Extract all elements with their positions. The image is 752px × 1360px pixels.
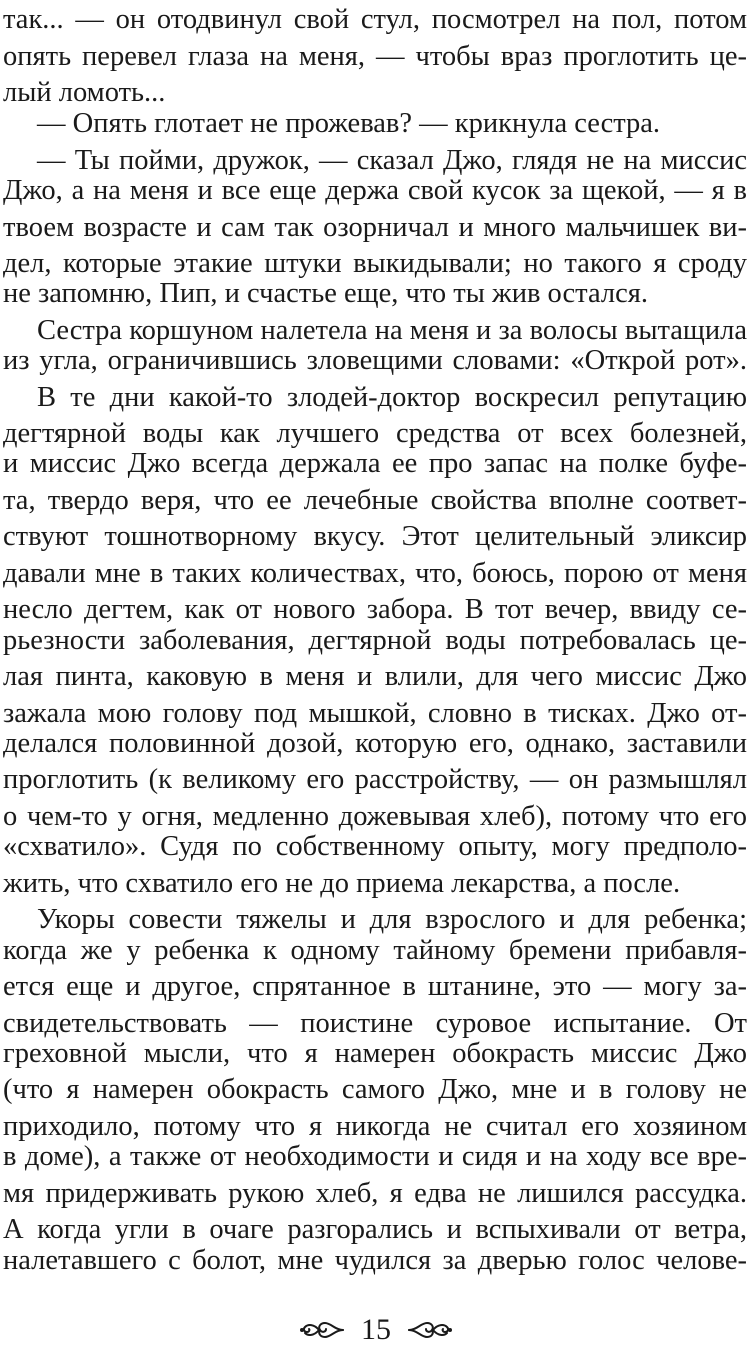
text-line: (что я намерен обокрасть самого Джо, мне и в голову не <box>3 1074 747 1105</box>
text-line: когда же у ребенка к одному тайному бремени прибавля- <box>3 935 747 966</box>
text-line: свидетельствовать — поистине суровое испытание. От <box>3 1008 747 1039</box>
text-line: лая пинта, каковую в меня и влили, для чего миссис Джо <box>3 661 747 692</box>
text-line: — Ты пойми, дружок, — сказал Джо, глядя не на миссис <box>37 145 747 176</box>
text-line: давали мне в таких количествах, что, боюсь, порою от меня <box>3 558 747 589</box>
text-line: — Опять глотает не прожевав? — крикнула сестра. <box>37 108 661 139</box>
text-line: несло дегтем, как от нового забора. В тот вечер, ввиду се- <box>3 594 747 625</box>
text-line: опять перевел глаза на меня, — чтобы враз проглотить це- <box>3 41 747 72</box>
text-line: налетавшего с болот, мне чудился за дверью голос челове- <box>3 1245 747 1276</box>
text-line: проглотить (к великому его расстройству, — он размышлял <box>3 764 747 795</box>
text-line: и миссис Джо всегда держала ее про запас на полке буфе- <box>3 448 747 479</box>
text-line: в доме), а также от необходимости и сидя и на ходу все вре- <box>3 1141 747 1172</box>
text-line: Укоры совести тяжелы и для взрослого и для ребенка; <box>37 904 747 935</box>
ornament-right-icon <box>405 1315 453 1345</box>
text-line: делался половинной дозой, которую его, однако, заставили <box>3 728 747 759</box>
text-line: греховной мысли, что я намерен обокрасть миссис Джо <box>3 1038 747 1069</box>
text-line: зажала мою голову под мышкой, словно в тисках. Джо от- <box>3 698 747 729</box>
text-line: о чем-то у огня, медленно дожевывая хлеб), потому что его <box>3 801 747 832</box>
text-line: «схватило». Судя по собственному опыту, могу предполо- <box>3 831 747 862</box>
ornament-left-icon <box>299 1315 347 1345</box>
page-number: 15 <box>361 1313 391 1346</box>
text-line: Сестра коршуном налетела на меня и за волосы вытащила <box>37 315 747 346</box>
text-line: ствуют тошнотворному вкусу. Этот целительный эликсир <box>3 521 747 552</box>
text-line: А когда угли в очаге разгорались и вспыхивали от ветра, <box>3 1214 747 1245</box>
text-line: из угла, ограничившись зловещими словами: «Открой рот». <box>3 345 747 376</box>
text-line: дегтярной воды как лучшего средства от всех болезней, <box>3 418 747 449</box>
page-footer <box>0 1308 752 1352</box>
text-line: Джо, а на меня и все еще держа свой кусок за щекой, — я в <box>3 175 747 206</box>
text-line: твоем возрасте и сам так озорничал и много мальчишек ви- <box>3 212 747 243</box>
text-line: В те дни какой-то злодей-доктор воскресил репутацию <box>37 382 747 413</box>
text-line: лый ломоть... <box>3 77 166 108</box>
text-line: так... — он отодвинул свой стул, посмотрел на пол, потом <box>3 4 747 35</box>
text-line: жить, что схватило его не до приема лекарства, а после. <box>3 868 681 899</box>
text-line: не запомню, Пип, и счастье еще, что ты жив остался. <box>3 278 648 309</box>
text-line: мя придерживать рукою хлеб, я едва не лишился рассудка. <box>3 1178 747 1209</box>
text-line: дел, которые этакие штуки выкидывали; но такого я сроду <box>3 248 747 279</box>
text-line: приходило, потому что я никогда не считал его хозяином <box>3 1111 747 1142</box>
text-line: ется еще и другое, спрятанное в штанине, это — могу за- <box>3 971 747 1002</box>
text-line: рьезности заболевания, дегтярной воды потребовалась це- <box>3 625 747 656</box>
text-line: та, твердо веря, что ее лечебные свойства вполне соответ- <box>3 485 747 516</box>
